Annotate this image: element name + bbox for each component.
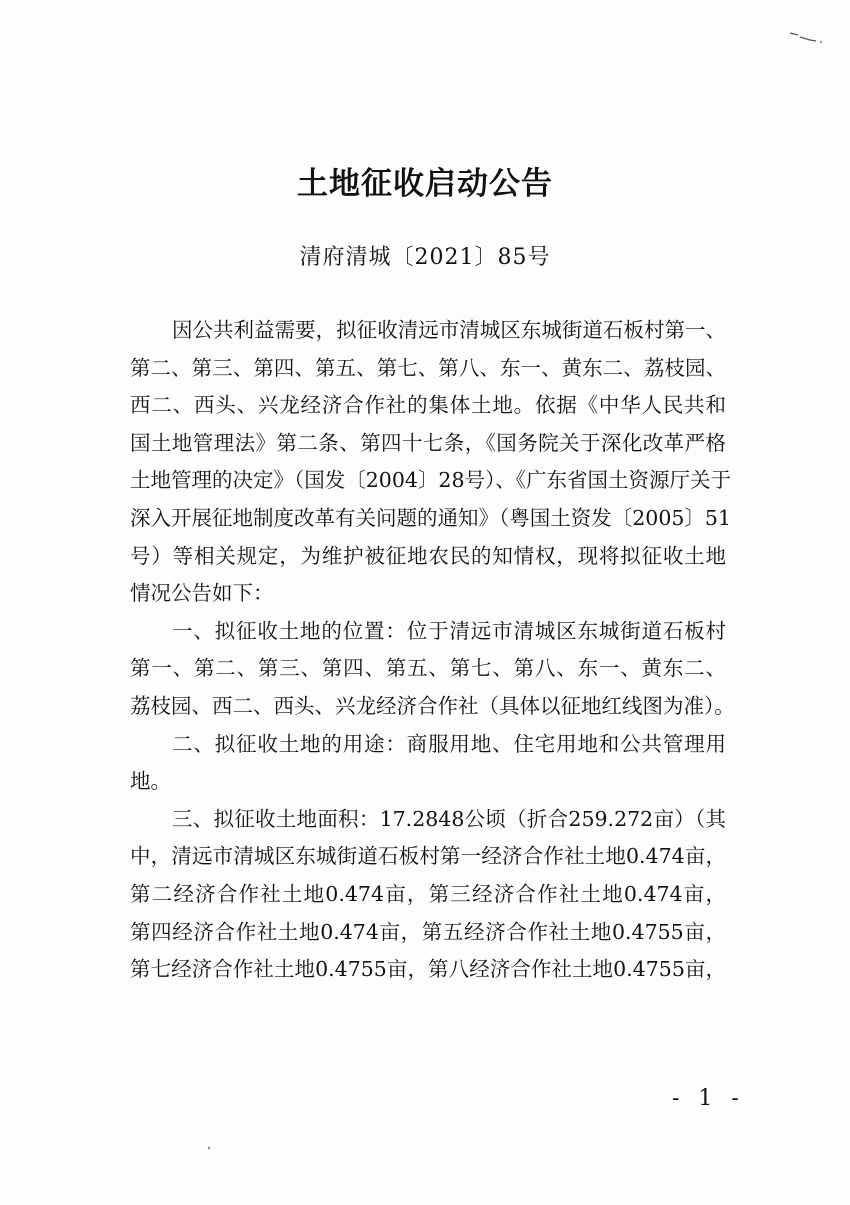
paragraph-line: 第二经济合作社土地0.474亩，第三经济合作社土地0.474亩， bbox=[130, 881, 726, 906]
scan-mark-top-right bbox=[788, 30, 828, 44]
document-number: 清府清城〔2021〕85号 bbox=[299, 245, 551, 270]
paragraph-line: 第二、第三、第四、第五、第七、第八、东一、黄东二、荔枝园、 bbox=[130, 355, 726, 380]
paragraph-line: 土地管理的决定》（国发〔2004〕28号）、《广东省国土资源厅关于 bbox=[130, 468, 732, 493]
paragraph-line: 情况公告如下： bbox=[130, 581, 274, 606]
paragraph-line: 三、拟征收土地面积：17.2848公顷（折合259.272亩）（其 bbox=[172, 806, 726, 831]
paragraph-line: 二、拟征收土地的用途：商服用地、住宅用地和公共管理用 bbox=[172, 731, 726, 756]
paragraph-line: 地。 bbox=[130, 769, 171, 794]
paragraph-line: 一、拟征收土地的位置：位于清远市清城区东城街道石板村 bbox=[172, 618, 726, 643]
paragraph-line: 第四经济合作社土地0.474亩，第五经济合作社土地0.4755亩， bbox=[130, 919, 726, 944]
paragraph-line: 国土地管理法》第二条、第四十七条，《国务院关于深化改革严格 bbox=[130, 430, 726, 455]
page-number: - 1 - bbox=[672, 1086, 745, 1111]
paragraph-line: 号）等相关规定，为维护被征地农民的知情权，现将拟征收土地 bbox=[130, 543, 726, 568]
paragraph-line: 深入开展征地制度改革有关问题的通知》（粤国土资发〔2005〕51 bbox=[130, 505, 732, 530]
paragraph-line: 因公共利益需要，拟征收清远市清城区东城街道石板村第一、 bbox=[172, 318, 726, 342]
document-body bbox=[130, 312, 735, 989]
paragraph-line: 荔枝园、西二、西头、兴龙经济合作社（具体以征地红线图为准）。 bbox=[130, 693, 735, 718]
scan-speck bbox=[205, 1145, 213, 1151]
paragraph-line: 中，清远市清城区东城街道石板村第一经济合作社土地0.474亩， bbox=[130, 844, 726, 869]
document-title: 土地征收启动公告 bbox=[297, 166, 553, 202]
paragraph-line: 西二、西头、兴龙经济合作社的集体土地。依据《中华人民共和 bbox=[130, 393, 726, 418]
paragraph-line: 第七经济合作社土地0.4755亩，第八经济合作社土地0.4755亩， bbox=[130, 957, 726, 982]
paragraph-line: 第一、第二、第三、第四、第五、第七、第八、东一、黄东二、 bbox=[130, 656, 726, 681]
